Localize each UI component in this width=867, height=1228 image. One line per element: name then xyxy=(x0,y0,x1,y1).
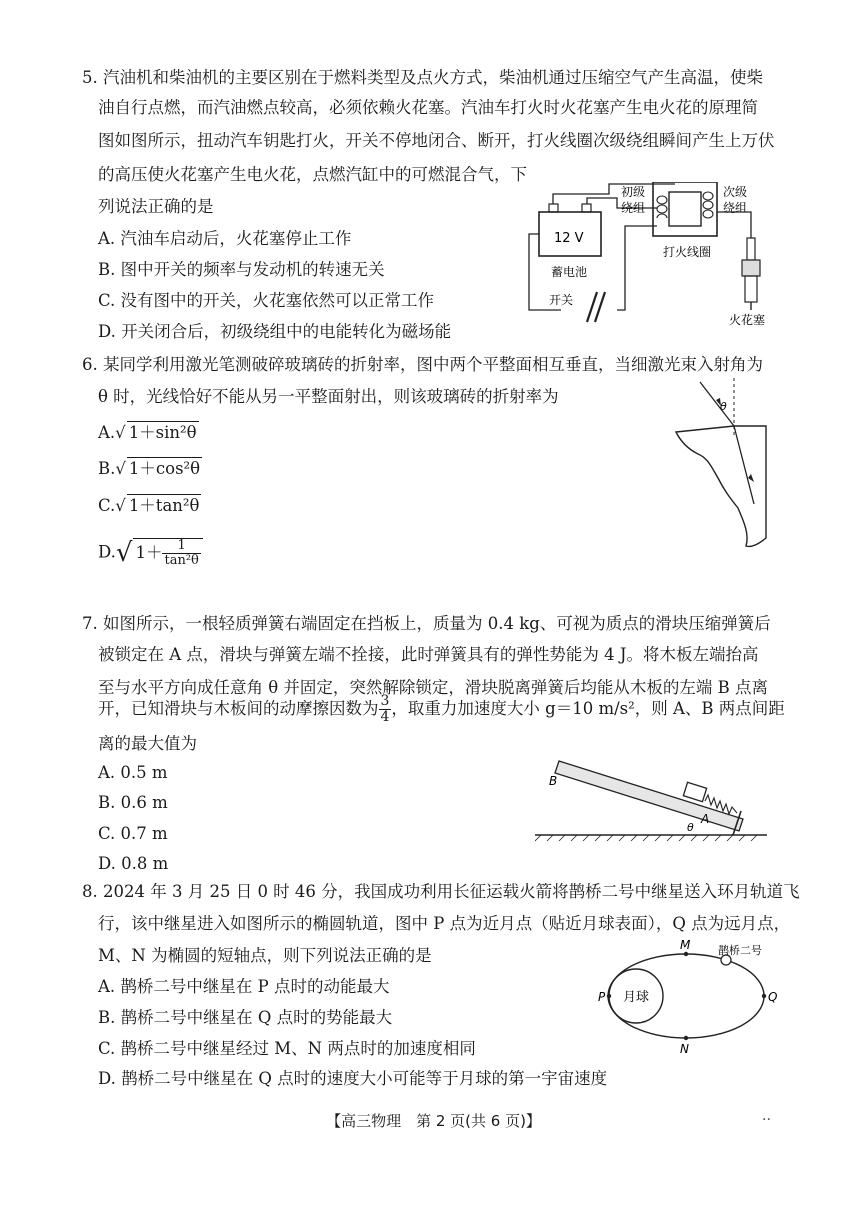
q6-option-c-expr: 1＋tan²θ xyxy=(128,496,200,515)
primary-winding-label-2: 绕组 xyxy=(621,201,646,215)
wooden-board xyxy=(555,761,743,831)
q7-mu-numerator: 3 xyxy=(380,693,390,709)
q7-option-a: A. 0.5 m xyxy=(98,763,168,782)
q6-option-b-prefix: B. xyxy=(98,459,116,478)
q7-option-b: B. 0.6 m xyxy=(98,793,168,812)
q7-line-4-b: ，取重力加速度大小 g＝10 m/s²，则 A、B 两点间距 xyxy=(391,699,785,718)
q6-option-d-denominator: tan²θ xyxy=(164,553,199,568)
secondary-winding-label-2: 绕组 xyxy=(723,201,748,215)
q7-option-d: D. 0.8 m xyxy=(98,854,169,873)
q6-line-1: 6. 某同学利用激光笔测破碎玻璃砖的折射率，图中两个平整面相互垂直，当细激光束入射角为 xyxy=(82,355,763,374)
incline-angle-label: θ xyxy=(687,821,694,834)
glass-brick-figure xyxy=(668,378,778,550)
q7-line-1: 7. 如图所示，一根轻质弹簧右端固定在挡板上，质量为 0.4 kg、可视为质点的滑块压缩弹簧后 xyxy=(82,614,771,633)
q8-option-d: D. 鹊桥二号中继星在 Q 点时的速度大小可能等于月球的第一宇宙速度 xyxy=(98,1069,608,1088)
q7-line-5: 离的最大值为 xyxy=(98,734,197,753)
q6-option-d-numerator: 1 xyxy=(162,539,200,554)
q7-option-c: C. 0.7 m xyxy=(98,824,168,843)
incline-figure xyxy=(535,755,770,845)
corner-mark: ·· xyxy=(762,1112,771,1128)
q5-option-c: C. 没有图中的开关，火花塞依然可以正常工作 xyxy=(98,291,435,310)
laser-beam-refracted xyxy=(734,426,754,504)
q8-option-c: C. 鹊桥二号中继星经过 M、N 两点时的加速度相同 xyxy=(98,1039,476,1058)
q6-option-a-expr: 1＋sin²θ xyxy=(128,423,197,442)
q5-option-b: B. 图中开关的频率与发动机的转速无关 xyxy=(98,260,385,279)
coil-label: 打火线圈 xyxy=(663,245,712,259)
q6-option-d-prefix: D. xyxy=(98,542,116,562)
battery-voltage-label: 12 V xyxy=(554,231,584,246)
q6-option-d: D.√ 1＋ $\frac{1}{\text{tan²θ}}$ xyxy=(98,538,203,568)
battery-label: 蓄电池 xyxy=(551,265,588,279)
q5-line-1: 5. 汽油机和柴油机的主要区别在于燃料类型及点火方式，柴油机通过压缩空气产生高温，使柴 xyxy=(82,68,763,87)
orbit-figure xyxy=(590,938,780,1058)
secondary-winding-label-1: 次级 xyxy=(723,185,748,199)
q5-line-4: 的高压使火花塞产生电火花，点燃汽缸中的可燃混合气，下 xyxy=(98,165,527,184)
q5-line-2: 油自行点燃，而汽油燃点较高，必须依赖火花塞。汽油车打火时火花塞产生电火花的原理简 xyxy=(98,98,758,117)
q5-line-3: 图如图所示，扭动汽车钥匙打火，开关不停地闭合、断开，打火线圈次级绕组瞬间产生上万伏 xyxy=(98,131,775,150)
moon-label: 月球 xyxy=(623,990,650,1005)
q6-option-c: C.√ 1＋tan²θ xyxy=(98,496,200,515)
q7-line-4-text xyxy=(98,694,785,725)
q8-line-2: 行，该中继星进入如图所示的椭圆轨道，图中 P 点为近月点（贴近月球表面），Q 点为远月点， xyxy=(98,914,791,933)
q8-option-a: A. 鹊桥二号中继星在 P 点时的动能最大 xyxy=(98,977,390,996)
laser-beam-in xyxy=(700,382,734,426)
q5-line-5: 列说法正确的是 xyxy=(98,197,214,216)
primary-winding-label-1: 初级 xyxy=(621,185,646,199)
q6-option-b-expr: 1＋cos²θ xyxy=(128,459,201,478)
q7-line-3: 至与水平方向成任意角 θ 并固定，突然解除锁定，滑块脱离弹簧后均能从木板的左端 B 点离 xyxy=(98,678,769,697)
point-p-label: P xyxy=(598,990,606,1004)
q7-line-2: 被锁定在 A 点，滑块与弹簧左端不拴接，此时弹簧具有的弹性势能为 4 J。将木板左端抬高 xyxy=(98,645,759,664)
incidence-angle-label: θ xyxy=(720,400,727,413)
q6-line-2: θ 时，光线恰好不能从另一平整面射出，则该玻璃砖的折射率为 xyxy=(98,387,559,406)
q8-option-b: B. 鹊桥二号中继星在 Q 点时的势能最大 xyxy=(98,1008,393,1027)
q5-option-a: A. 汽油车启动后，火花塞停止工作 xyxy=(98,229,352,248)
q8-line-1: 8. 2024 年 3 月 25 日 0 时 46 分，我国成功利用长征运载火箭将鹊桥二号中继星送入环月轨道飞 xyxy=(82,882,800,901)
page-footer: 【高三物理 第 2 页(共 6 页)】 xyxy=(326,1112,541,1130)
point-n-label: N xyxy=(680,1042,689,1056)
point-a-label: A xyxy=(701,812,710,826)
q8-line-3: M、N 为椭圆的短轴点，则下列说法正确的是 xyxy=(98,946,432,965)
spark-plug-label: 火花塞 xyxy=(729,313,766,327)
satellite-label: 鹊桥二号 xyxy=(718,944,762,957)
q6-option-a: A.√ 1＋sin²θ xyxy=(98,423,197,442)
slider-block xyxy=(683,782,706,801)
q7-mu-denominator: 4 xyxy=(380,709,390,725)
q7-line-4-a: 开，已知滑块与木板间的动摩擦因数为 xyxy=(98,699,379,718)
point-b-label: B xyxy=(549,774,558,788)
q6-option-d-expr-prefix: 1＋ xyxy=(135,543,163,562)
switch-label: 开关 xyxy=(549,293,574,307)
spark-plug xyxy=(742,238,760,310)
ignition-circuit-figure xyxy=(525,182,785,332)
point-q-label: Q xyxy=(768,990,778,1004)
q6-option-a-prefix: A. xyxy=(98,423,116,442)
q6-option-c-prefix: C. xyxy=(98,496,116,515)
point-m-label: M xyxy=(680,938,691,952)
q5-option-d: D. 开关闭合后，初级绕组中的电能转化为磁场能 xyxy=(98,322,452,341)
q6-option-b: B.√ 1＋cos²θ xyxy=(98,459,201,478)
